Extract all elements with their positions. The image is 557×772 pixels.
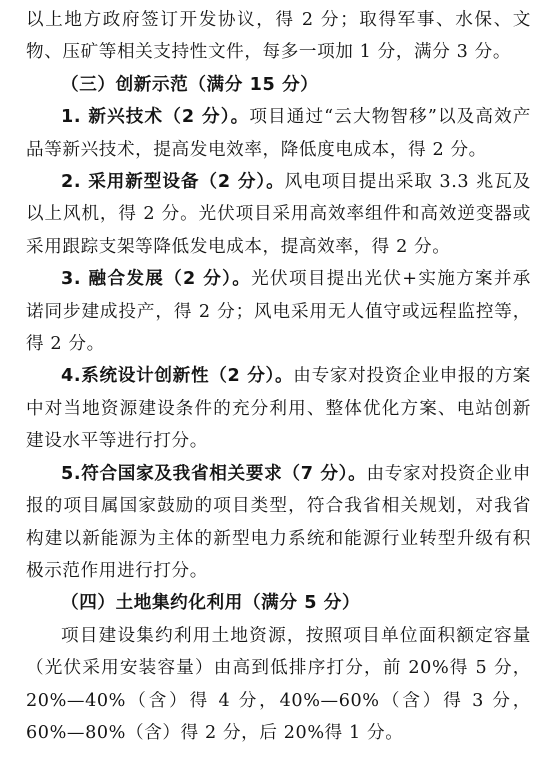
item-2-lead: 2. 采用新型设备（2 分）。: [61, 172, 285, 193]
item-4-body: 由专家对投资企业申报的方案中对当地资源建设条件的充分利用、整体优化方案、电站创新建设水平等进行打分。: [26, 366, 531, 452]
section-4-heading: （四）土地集约化利用（满分 5 分）: [61, 593, 361, 614]
item-1-lead: 1. 新兴技术（2 分）。: [61, 107, 250, 128]
item-4-paragraph: [26, 360, 531, 457]
item-5-paragraph: [26, 458, 531, 588]
item-2-body: 风电项目提出采取 3.3 兆瓦及以上风机，得 2 分。光伏项目采用高效率组件和高效逆变器或采用跟踪支架等降低发电成本，提高效率，得 2 分。: [26, 172, 531, 257]
item-3-lead: 3. 融合发展（2 分）。: [61, 269, 252, 290]
intro-paragraph: 以上地方政府签订开发协议，得 2 分；取得军事、水保、文物、压矿等相关支持性文件，每多一项加 1 分，满分 3 分。: [26, 10, 531, 63]
item-3-paragraph: [26, 263, 531, 360]
item-4-lead: 4.系统设计创新性（2 分）。: [61, 366, 294, 387]
item-2-paragraph: [26, 166, 531, 263]
item-1-paragraph: [26, 101, 531, 166]
section-3-heading: （三）创新示范（满分 15 分）: [61, 74, 319, 95]
item-3-body: 光伏项目提出光伏+实施方案并承诺同步建成投产，得 2 分；风电采用无人值守或远程监控等，得 2 分。: [26, 269, 531, 355]
item-5-lead: 5.符合国家及我省相关要求（7 分）。: [61, 463, 367, 484]
item-1-body: 项目通过“云大物智移”以及高效产品等新兴技术，提高发电效率，降低度电成本，得 2 分。: [26, 107, 531, 160]
item-5-body: 由专家对投资企业申报的项目属国家鼓励的项目类型，符合我省相关规划，对我省构建以新能源为主体的新型电力系统和能源行业转型升级有积极示范作用进行打分。: [26, 463, 531, 581]
land-use-paragraph: 项目建设集约利用土地资源，按照项目单位面积额定容量（光伏采用安装容量）由高到低排序打分，前 20%得 5 分，20%—40%（含）得 4 分，40%—60%（含）得 3 分，60%—80%（含）得 2 分，后 20%得 1 分。: [26, 625, 531, 743]
